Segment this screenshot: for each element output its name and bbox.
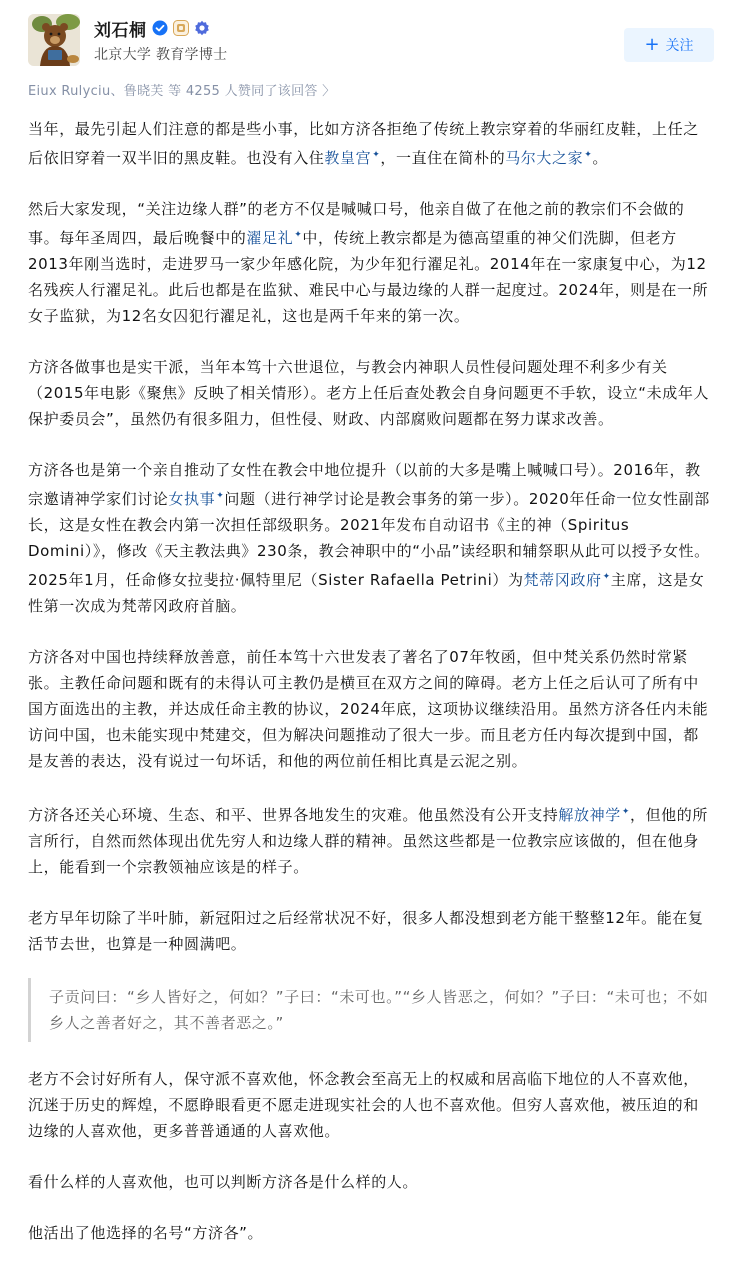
answer-header	[28, 14, 714, 70]
answer-content	[28, 116, 714, 1271]
sparkle-icon: ✦	[372, 150, 381, 160]
paragraph-4-text-a: 方济各也是第一个亲自推动了女性在教会中地位提升（以前的大多是嘴上喊喊口号）。2016年，教宗邀请神学家们讨论	[28, 461, 701, 508]
avatar-illustration	[28, 14, 80, 66]
sparkle-icon: ✦	[294, 230, 303, 240]
paragraph-10: 他活出了他选择的名号“方济各”。	[28, 1224, 264, 1242]
author-row	[94, 16, 227, 40]
keyword-link-casa-santa-marta[interactable]: 马尔大之家✦	[505, 149, 593, 167]
author-block	[94, 16, 227, 64]
blockquote: 子贡问曰：“乡人皆好之，何如？”子曰：“未可也。”“乡人皆恶之，何如？”子曰：“未可也；不如乡人之善者好之，其不善者恶之。”	[28, 978, 714, 1042]
sparkle-icon: ✦	[602, 572, 611, 582]
paragraph-9: 看什么样的人喜欢他，也可以判断方济各是什么样的人。	[28, 1173, 419, 1191]
keyword-link-female-deacon[interactable]: 女执事✦	[168, 490, 225, 508]
medal-badge-icon[interactable]	[173, 20, 189, 36]
keyword-link-foot-washing[interactable]: 濯足礼✦	[246, 229, 303, 247]
paragraph-1-text-c: 。	[592, 149, 608, 167]
paragraph-1	[28, 116, 714, 171]
paragraph-8: 老方不会讨好所有人，保守派不喜欢他，怀念教会至高无上的权威和居高临下地位的人不喜欢他，沉迷于历史的辉煌，不愿睁眼看更不愿走进现实社会的人也不喜欢他。但穷人喜欢他，被压迫的和边缘的人喜欢他，更多普普通通的人喜欢他。	[28, 1070, 699, 1140]
paragraph-4-text-c: 主席，这是女性第一次成为梵蒂冈政府首脑。	[28, 571, 705, 615]
likes-summary[interactable]: Eiux Rulyciu、鲁晓芙 等 4255 人赞同了该回答 〉	[28, 84, 336, 99]
paragraph-6	[28, 799, 714, 880]
paragraph-7: 老方早年切除了半叶肺，新冠阳过之后经常状况不好，很多人都没想到老方能干整整12年。能在复活节去世，也算是一种圆满吧。	[28, 909, 704, 953]
follow-label: 关注	[665, 38, 694, 54]
paragraph-2-text-a: 然后大家发现，“关注边缘人群”的老方不仅是喊喊口号，他亲自做了在他之前的教宗们不会做的事。每年圣周四，最后晚餐中的	[28, 200, 685, 247]
sparkle-icon: ✦	[584, 150, 593, 160]
avatar[interactable]	[28, 14, 80, 66]
paragraph-2	[28, 196, 714, 329]
verified-check-icon	[152, 20, 168, 36]
paragraph-4-text-b: 问题（进行神学讨论是教会事务的第一步）。2020年任命一位女性副部长，这是女性在教会内第一次担任部级职务。2021年发布自动诏书《主的神（Spiritus Domini）》，修改《天主教法典》230条，教会神职中的“小品”读经职和辅祭职从此可以授予女性。2025年1月，任命修女拉斐拉·佩特里尼（Sister Rafaella Petrini）为	[28, 490, 710, 589]
paragraph-4	[28, 457, 714, 619]
paragraph-3: 方济各做事也是实干派，当年本笃十六世退位，与教会内神职人员性侵问题处理不利多少有关（2015年电影《聚焦》反映了相关情形）。老方上任后查处教会自身问题更不手软，设立“未成年人保护委员会”，虽然仍有很多阻力，但性侵、财政、内部腐败问题都在努力谋求改善。	[28, 358, 710, 428]
sparkle-icon: ✦	[216, 491, 225, 501]
paragraph-2-text-b: 中，传统上教宗都是为德高望重的神父们洗脚，但老方2013年刚当选时，走进罗马一家少年感化院，为少年犯行濯足礼。2014年在一家康复中心，为12名残疾人行濯足礼。此后也都是在监狱、难民中心与最边缘的人群一起度过。2024年，则是在一所女子监狱，为12名女囚犯行濯足礼，这也是两千年来的第一次。	[28, 229, 709, 325]
author-name[interactable]: 刘石桐	[94, 20, 147, 41]
paragraph-6-text-a: 方济各还关心环境、生态、和平、世界各地发生的灾难。他虽然没有公开支持	[28, 806, 559, 824]
keyword-link-papal-palace[interactable]: 教皇宫✦	[324, 149, 381, 167]
paragraph-1-text-b: ，一直住在简朴的	[380, 149, 506, 167]
sparkle-icon: ✦	[621, 807, 630, 817]
paragraph-6-text-b: ，但他的所言所行，自然而然体现出优先穷人和边缘人群的精神。虽然这些都是一位教宗应该做的，但在他身上，能看到一个宗教领袖应该是的样子。	[28, 806, 708, 876]
keyword-link-liberation-theology[interactable]: 解放神学✦	[558, 806, 630, 824]
keyword-link-vatican-government[interactable]: 梵蒂冈政府✦	[523, 571, 611, 589]
paragraph-5: 方济各对中国也持续释放善意，前任本笃十六世发表了著名了07年牧函，但中梵关系仍然时常紧张。主教任命问题和既有的未得认可主教仍是横亘在双方之间的障碍。老方上任之后认可了所有中国方面选出的主教，并达成任命主教的协议，2024年底，这项协议继续沿用。虽然方济各任内未能访问中国，也未能实现中梵建交，但为解决问题推动了很大一步。而且老方任内每次提到中国，都是友善的表达，没有说过一句坏话，和他的两位前任相比真是云泥之别。	[28, 648, 709, 770]
gear-badge-icon[interactable]	[194, 20, 210, 36]
plus-icon: +	[644, 34, 660, 55]
paragraph-1-text-a: 当年，最先引起人们注意的都是些小事，比如方济各拒绝了传统上教宗穿着的华丽红皮鞋，上任之后依旧穿着一双半旧的黑皮鞋。也没有入住	[28, 120, 699, 167]
follow-button[interactable]	[624, 28, 714, 62]
author-title: 北京大学 教育学博士	[94, 47, 228, 63]
